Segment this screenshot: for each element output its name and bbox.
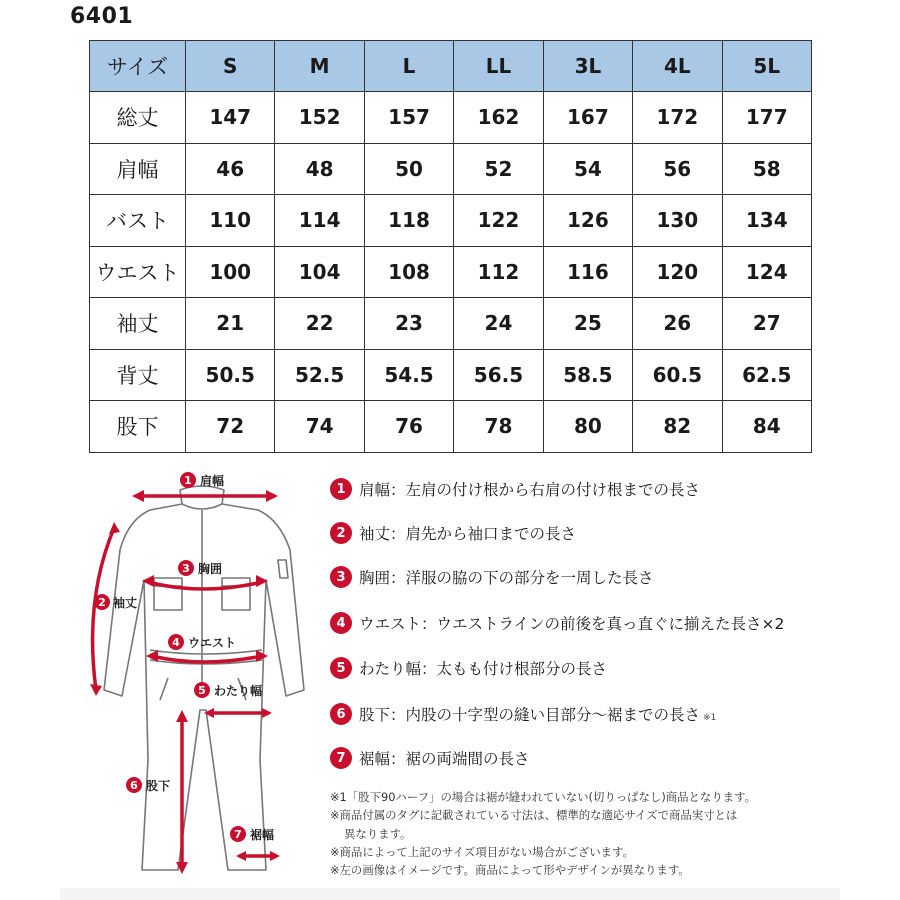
measurement-value: 24 (454, 298, 543, 350)
measurement-value: 100 (186, 246, 275, 298)
footnote: ※商品付属のタグに記載されている寸法は、標準的な適応サイズで商品実寸とは (330, 808, 738, 823)
label-hem (230, 826, 274, 842)
measurement-value: 120 (633, 246, 722, 298)
coverall-diagram (70, 460, 320, 880)
legend-number-badge: 4 (330, 612, 352, 634)
measurement-value: 108 (364, 246, 453, 298)
legend-number-badge: 2 (330, 522, 352, 544)
coverall-outline (104, 486, 304, 870)
measurement-label: ウエスト (90, 246, 186, 298)
measurement-value: 130 (633, 195, 722, 247)
measurement-value: 104 (275, 246, 364, 298)
measurement-value: 72 (186, 401, 275, 453)
measurement-value: 25 (543, 298, 632, 350)
measurement-value: 172 (633, 92, 722, 144)
size-table-row (90, 195, 812, 247)
measurement-value: 22 (275, 298, 364, 350)
measurement-value: 54 (543, 143, 632, 195)
measurement-value: 62.5 (722, 349, 811, 401)
measurement-value: 116 (543, 246, 632, 298)
measurement-value: 177 (722, 92, 811, 144)
measurement-value: 78 (454, 401, 543, 453)
legend-text: 胸囲：洋服の脇の下の部分を一周した長さ (359, 569, 654, 587)
measurement-value: 82 (633, 401, 722, 453)
measurement-value: 60.5 (633, 349, 722, 401)
measurement-value: 84 (722, 401, 811, 453)
footnote: ※1「股下90ハーフ」の場合は裾が縫われていない(切りっぱなし)商品となります。 (330, 790, 756, 804)
size-col-4l: 4L (633, 41, 722, 92)
label-sleeve (94, 594, 137, 610)
size-table-row (90, 143, 812, 195)
legend-item (330, 476, 700, 502)
svg-text:裾幅: 裾幅 (250, 828, 275, 842)
legend-item (330, 745, 530, 771)
measurement-value: 118 (364, 195, 453, 247)
size-table-row (90, 92, 812, 144)
footnote: ※商品によって上記のサイズ項目がない場合がございます。 (330, 844, 634, 859)
size-header-row (90, 41, 812, 92)
measurement-value: 74 (275, 401, 364, 453)
size-table (89, 40, 812, 453)
measurement-value: 54.5 (364, 349, 453, 401)
label-chest (178, 560, 222, 576)
measurement-value: 122 (454, 195, 543, 247)
svg-text:袖丈: 袖丈 (113, 596, 138, 610)
size-table-row (90, 349, 812, 401)
measurement-value: 58 (722, 143, 811, 195)
svg-text:7: 7 (234, 828, 242, 841)
size-col-5l: 5L (722, 41, 811, 92)
size-table-row (90, 246, 812, 298)
label-thigh (194, 682, 262, 698)
measurement-value: 114 (275, 195, 364, 247)
measurement-value: 152 (275, 92, 364, 144)
svg-text:股下: 股下 (146, 779, 171, 793)
measurement-value: 147 (186, 92, 275, 144)
size-col-l: L (364, 41, 453, 92)
legend-item (330, 701, 716, 727)
size-col-m: M (275, 41, 364, 92)
footnote: ※左の画像はイメージです。商品によって形やデザインが異なります。 (330, 863, 690, 878)
measurement-value: 46 (186, 143, 275, 195)
label-shoulder (180, 472, 224, 488)
measurement-value: 126 (543, 195, 632, 247)
legend-number-badge: 7 (330, 747, 352, 769)
measurement-value: 134 (722, 195, 811, 247)
measurement-value: 50 (364, 143, 453, 195)
footnote-continuation: 異なります。 (344, 826, 412, 841)
legend-item (330, 564, 654, 590)
svg-text:ウエスト: ウエスト (188, 636, 237, 650)
measurement-value: 58.5 (543, 349, 632, 401)
footer-divider (60, 888, 840, 900)
measurement-label: 背丈 (90, 349, 186, 401)
label-inseam (126, 777, 170, 793)
measurement-value: 21 (186, 298, 275, 350)
measurement-value: 124 (722, 246, 811, 298)
measurement-value: 50.5 (186, 349, 275, 401)
legend-text: 袖丈：肩先から袖口までの長さ (359, 525, 577, 543)
product-code: 6401 (70, 4, 134, 29)
size-table-row (90, 298, 812, 350)
size-table-row (90, 401, 812, 453)
svg-text:4: 4 (172, 636, 180, 649)
measurement-label: 袖丈 (90, 298, 186, 350)
measurement-value: 52 (454, 143, 543, 195)
legend-item (330, 520, 576, 546)
measurement-value: 80 (543, 401, 632, 453)
legend-number-badge: 1 (330, 478, 352, 500)
measurement-value: 56.5 (454, 349, 543, 401)
measurement-value: 26 (633, 298, 722, 350)
svg-text:2: 2 (98, 596, 106, 609)
legend-text: 股下：内股の十字型の縫い目部分～裾までの長さ ※1 (359, 706, 717, 724)
svg-text:1: 1 (184, 474, 192, 487)
legend-number-badge: 6 (330, 703, 352, 725)
size-col-ll: LL (454, 41, 543, 92)
measurement-value: 23 (364, 298, 453, 350)
size-col-s: S (186, 41, 275, 92)
measurement-label: バスト (90, 195, 186, 247)
legend-item (330, 610, 784, 636)
measurement-label: 総丈 (90, 92, 186, 144)
measurement-value: 162 (454, 92, 543, 144)
legend-number-badge: 5 (330, 657, 352, 679)
measurement-value: 76 (364, 401, 453, 453)
measurement-value: 56 (633, 143, 722, 195)
measurement-value: 110 (186, 195, 275, 247)
svg-text:6: 6 (130, 779, 138, 792)
label-waist (168, 634, 236, 650)
size-col-3l: 3L (543, 41, 632, 92)
measurement-label: 肩幅 (90, 143, 186, 195)
measurement-value: 167 (543, 92, 632, 144)
legend-footnote-mark: ※1 (703, 713, 717, 723)
svg-text:3: 3 (182, 562, 190, 575)
svg-text:胸囲: 胸囲 (198, 562, 223, 576)
measurement-value: 112 (454, 246, 543, 298)
measurement-value: 27 (722, 298, 811, 350)
legend-text: ウエスト：ウエストラインの前後を真っ直ぐに揃えた長さ×2 (359, 615, 785, 633)
legend-text: 裾幅：裾の両端間の長さ (359, 750, 530, 768)
svg-text:肩幅: 肩幅 (200, 474, 225, 488)
measurement-value: 52.5 (275, 349, 364, 401)
legend-number-badge: 3 (330, 566, 352, 588)
measurement-value: 48 (275, 143, 364, 195)
svg-text:5: 5 (198, 684, 206, 697)
size-header-label: サイズ (90, 41, 186, 92)
legend-text: わたり幅：太もも付け根部分の長さ (359, 660, 608, 678)
measurement-value: 157 (364, 92, 453, 144)
svg-text:わたり幅: わたり幅 (214, 684, 263, 698)
legend-text: 肩幅：左肩の付け根から右肩の付け根までの長さ (359, 481, 701, 499)
footnotes (330, 788, 850, 879)
legend-item (330, 655, 607, 681)
measurement-label: 股下 (90, 401, 186, 453)
